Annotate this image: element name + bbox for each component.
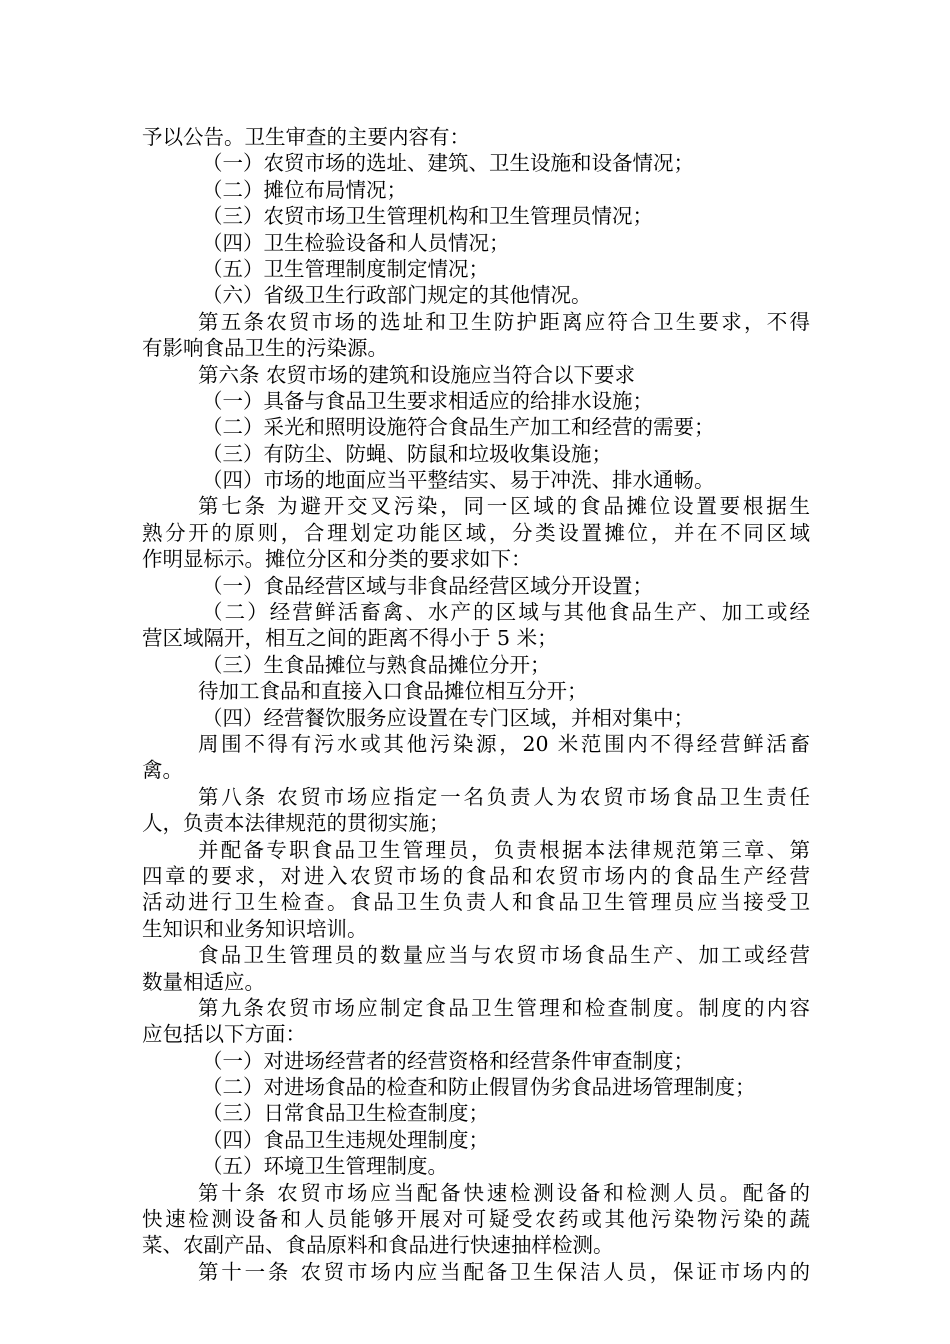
text-line: （五）环境卫生管理制度。 [202,1154,448,1179]
text-line: 食品卫生管理员的数量应当与农贸市场食品生产、加工或经营 [198,943,810,968]
text-line: 第八条 农贸市场应指定一名负责人为农贸市场食品卫生责任 [198,784,810,809]
text-line: 第十一条 农贸市场内应当配备卫生保洁人员，保证市场内的 [198,1259,810,1284]
text-line: 有影响食品卫生的污染源。 [142,336,388,361]
text-line: 菜、农副产品、食品原料和食品进行快速抽样检测。 [142,1233,614,1258]
text-line: 并配备专职食品卫生管理员，负责根据本法律规范第三章、第 [198,837,810,862]
text-line: 待加工食品和直接入口食品摊位相互分开； [198,679,588,704]
text-line: （三）日常食品卫生检查制度； [202,1101,489,1126]
text-line: （四）食品卫生违规处理制度； [202,1127,489,1152]
text-line: 第七条 为避开交叉污染，同一区域的食品摊位设置要根据生 [198,494,810,519]
text-line: （二）经营鲜活畜禽、水产的区域与其他食品生产、加工或经 [202,600,810,625]
text-line: 四章的要求，对进入农贸市场的食品和农贸市场内的食品生产经营 [142,863,810,888]
text-line: 营区域隔开，相互之间的距离不得小于 5 米； [142,626,558,651]
text-line: （六）省级卫生行政部门规定的其他情况。 [202,283,592,308]
text-line: （二）对进场食品的检查和防止假冒伪劣食品进场管理制度； [202,1075,756,1100]
text-line: （一）食品经营区域与非食品经营区域分开设置； [202,573,653,598]
text-line: 快速检测设备和人员能够开展对可疑受农药或其他污染物污染的蔬 [142,1207,810,1232]
text-line: 应包括以下方面： [142,1022,306,1047]
text-line: （五）卫生管理制度制定情况； [202,256,489,281]
text-line: 第六条 农贸市场的建筑和设施应当符合以下要求 [198,362,636,387]
text-line: （一）农贸市场的选址、建筑、卫生设施和设备情况； [202,151,694,176]
text-line: （二）采光和照明设施符合食品生产加工和经营的需要； [202,415,715,440]
text-line: 作明显标示。摊位分区和分类的要求如下： [142,547,532,572]
text-line: 周围不得有污水或其他污染源，20 米范围内不得经营鲜活畜 [198,731,810,756]
text-line: （一）具备与食品卫生要求相适应的给排水设施； [202,388,653,413]
text-line: （一）对进场经营者的经营资格和经营条件审查制度； [202,1048,694,1073]
text-line: （三）农贸市场卫生管理机构和卫生管理员情况； [202,204,653,229]
text-line: 第九条农贸市场应制定食品卫生管理和检查制度。制度的内容 [198,995,810,1020]
text-line: （二）摊位布局情况； [202,177,407,202]
text-line: （四）经营餐饮服务应设置在专门区域，并相对集中； [202,705,694,730]
text-line: 人，负责本法律规范的贯彻实施； [142,811,450,836]
text-line: 第十条 农贸市场应当配备快速检测设备和检测人员。配备的 [198,1180,810,1205]
text-line: 予以公告。卫生审查的主要内容有： [142,125,470,149]
text-line: （四）卫生检验设备和人员情况； [202,230,510,255]
text-line: 熟分开的原则，合理划定功能区域，分类设置摊位，并在不同区域 [142,520,810,545]
text-line: 禽。 [142,758,183,783]
text-line: （三）有防尘、防蝇、防鼠和垃圾收集设施； [202,441,612,466]
text-line: 活动进行卫生检查。食品卫生负责人和食品卫生管理员应当接受卫 [142,890,810,915]
text-line: 第五条农贸市场的选址和卫生防护距离应符合卫生要求，不得 [198,309,810,334]
text-line: 生知识和业务知识培训。 [142,916,368,941]
text-line: （三）生食品摊位与熟食品摊位分开； [202,652,551,677]
document-page [142,124,810,1285]
text-line: 数量相适应。 [142,969,265,994]
text-line: （四）市场的地面应当平整结实、易于冲洗、排水通畅。 [202,468,715,493]
